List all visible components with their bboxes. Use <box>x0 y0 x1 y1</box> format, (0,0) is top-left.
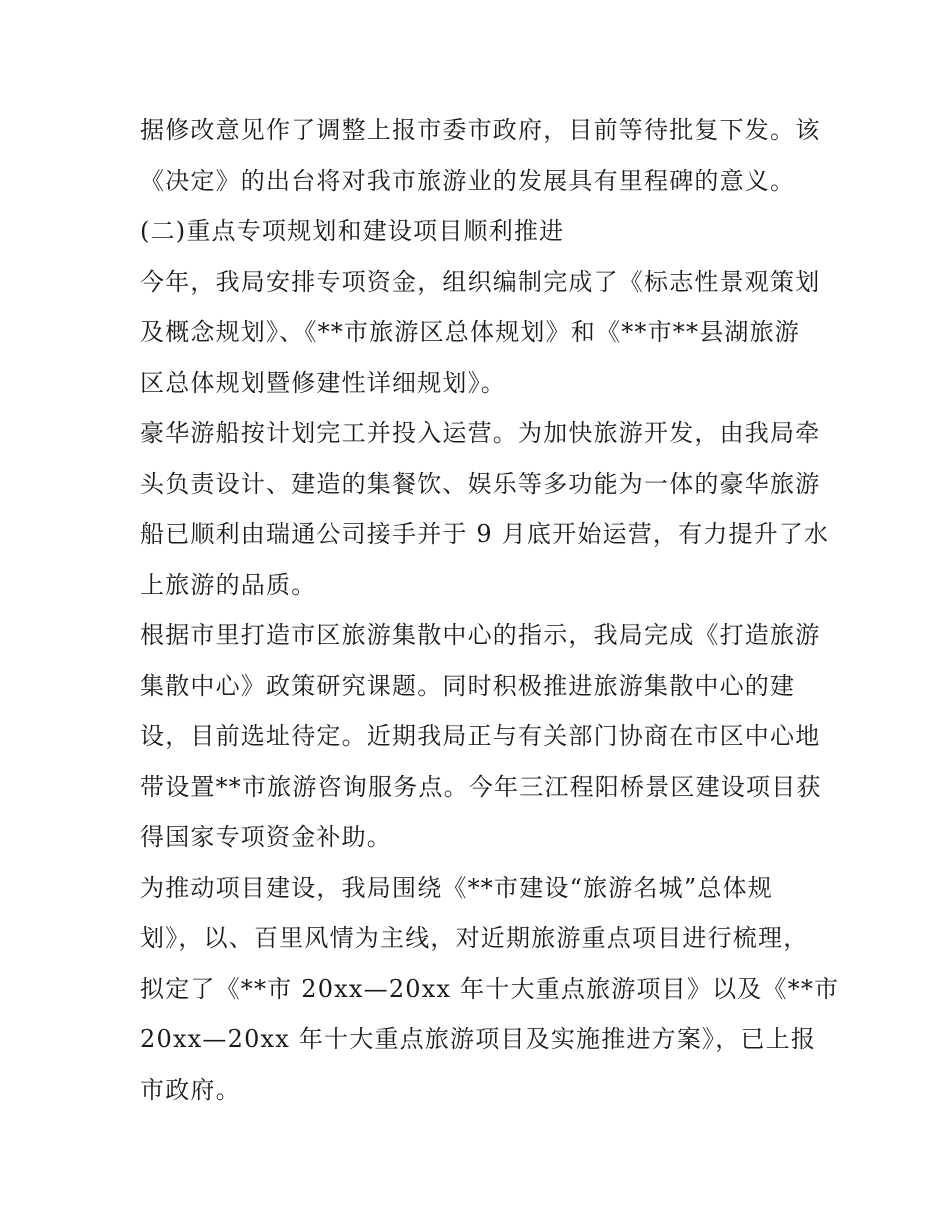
text-line: 划》，以、百里风情为主线，对近期旅游重点项目进行梳理， <box>140 924 809 952</box>
text-line: 头负责设计、建造的集餐饮、娱乐等多功能为一体的豪华旅游 <box>140 469 821 498</box>
text-line: 据修改意见作了调整上报市委市政府，目前等待批复下发。该 <box>140 116 821 144</box>
text-line: 带设置**市旅游咨询服务点。今年三江程阳桥景区建设项目获 <box>140 772 822 801</box>
document-body <box>140 105 840 1115</box>
text-line: 市政府。 <box>140 1075 241 1104</box>
text-line: 《决定》的出台将对我市旅游业的发展具有里程碑的意义。 <box>140 166 796 195</box>
section-heading: (二)重点专项规划和建设项目顺利推进 <box>140 217 565 245</box>
text-line: 今年，我局安排专项资金，组织编制完成了《标志性景观策划 <box>140 267 821 296</box>
text-line: 设，目前选址待定。近期我局正与有关部门协商在市区中心地 <box>140 722 821 750</box>
text-line: 及概念规划》、《**市旅游区总体规划》和《**市**县湖旅游 <box>140 318 800 346</box>
text-line: 船已顺利由瑞通公司接手并于 9 月底开始运营，有力提升了水 <box>140 520 830 548</box>
text-line: 得国家专项资金补助。 <box>140 823 392 851</box>
text-line: 拟定了《**市 20xx—20xx 年十大重点旅游项目》以及《**市 <box>140 974 840 1003</box>
text-line: 根据市里打造市区旅游集散中心的指示，我局完成《打造旅游 <box>140 621 821 649</box>
text-line: 区总体规划暨修建性详细规划》。 <box>140 368 506 397</box>
text-line: 集散中心》政策研究课题。同时积极推进旅游集散中心的建 <box>140 671 796 700</box>
text-line: 豪华游船按计划完工并投入运营。为加快旅游开发，由我局牵 <box>140 419 821 447</box>
text-line: 20xx—20xx 年十大重点旅游项目及实施推进方案》，已上报 <box>140 1025 817 1053</box>
text-line: 上旅游的品质。 <box>140 570 317 599</box>
text-line: 为推动项目建设，我局围绕《**市建设“旅游名城”总体规 <box>140 873 773 902</box>
